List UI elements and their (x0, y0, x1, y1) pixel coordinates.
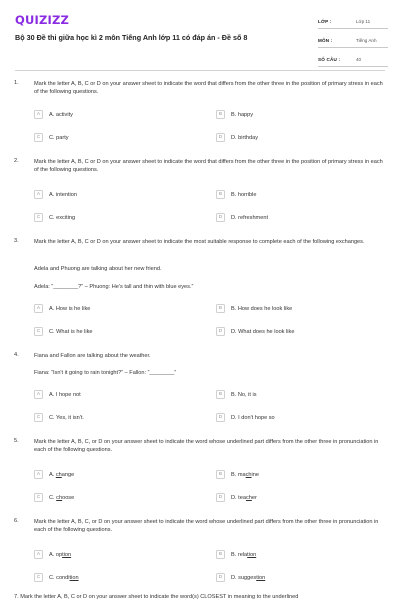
option-text-main: D. refreshment (231, 214, 268, 221)
option-underlined-part: tion (247, 551, 257, 558)
option-underlined-part: tion (69, 574, 79, 581)
option-text (49, 495, 74, 501)
option-letter-box[interactable]: A (34, 470, 43, 479)
answer-option-b[interactable] (216, 304, 292, 313)
question-number: 4. (14, 352, 19, 358)
option-underlined-part: ch (55, 471, 62, 478)
option-text (49, 112, 73, 118)
option-letter-box[interactable]: B (216, 304, 225, 313)
option-text (231, 552, 256, 558)
option-text (231, 112, 253, 118)
meta-label: MÔN : (318, 37, 333, 43)
meta-value: Tiếng Anh (356, 37, 377, 43)
option-text (231, 329, 294, 335)
question-number: 3. (14, 238, 19, 244)
option-text (231, 392, 257, 398)
question-number: 2. (14, 158, 19, 164)
option-text-main: C. party (49, 134, 69, 141)
answer-option-d[interactable] (216, 133, 258, 142)
option-letter-box[interactable]: A (34, 550, 43, 559)
option-text-main: A. op (49, 551, 63, 558)
option-text-main: B. How does he look like (231, 305, 293, 312)
answer-option-c[interactable] (34, 413, 84, 422)
option-letter-box[interactable]: B (216, 470, 225, 479)
worksheet-header (0, 0, 400, 68)
answer-option-a[interactable] (34, 304, 90, 313)
cutoff-question-text: 7. Mark the letter A, B, C or D on your answer sheet to indicate the word(s) CLOSEST in meaning to the underlined (14, 594, 299, 600)
option-letter-box[interactable]: B (216, 390, 225, 399)
answer-option-d[interactable] (216, 573, 265, 582)
option-letter-box[interactable]: C (34, 413, 43, 422)
document-title: Bộ 30 Đề thi giữa học kì 2 môn Tiếng Anh lớp 11 có đáp án - Đề số 8 (15, 33, 248, 42)
answer-option-a[interactable] (34, 390, 81, 399)
option-text-main: A. activity (49, 111, 73, 118)
option-letter-box[interactable]: D (216, 413, 225, 422)
answer-option-c[interactable] (34, 133, 69, 142)
option-text (231, 472, 259, 478)
option-text (49, 192, 77, 198)
question-number: 5. (14, 438, 19, 444)
option-text-main: B. rela (231, 551, 248, 558)
option-text-main: B. No, it is (231, 391, 257, 398)
answer-option-b[interactable] (216, 470, 259, 479)
option-text (49, 472, 74, 478)
option-text-main: C. Yes, it isn't. (49, 414, 84, 421)
option-text-main: A. How is he like (49, 305, 91, 312)
meta-label: LỚP : (318, 18, 332, 24)
question-text: Mark the letter A, B, C or D on your answer sheet to indicate the most suitable response to complete each of the following exchanges. (34, 239, 365, 245)
answer-option-c[interactable] (34, 573, 79, 582)
answer-option-a[interactable] (34, 190, 77, 199)
answer-option-c[interactable] (34, 213, 75, 222)
option-text-main: B. ma (231, 471, 246, 478)
option-text-main: C. condi (49, 574, 70, 581)
option-letter-box[interactable]: C (34, 493, 43, 502)
question-text: Mark the letter A, B, C, or D on your answer sheet to indicate the word whose underlined part differs from the other three in pronunciation in each of the following questions. (34, 519, 379, 534)
meta-label: SỐ CÂU : (318, 56, 341, 62)
option-letter-box[interactable]: D (216, 493, 225, 502)
option-text (231, 135, 258, 141)
answer-option-d[interactable] (216, 493, 257, 502)
question-number: 1. (14, 80, 19, 86)
option-text (49, 135, 69, 141)
option-letter-box[interactable]: A (34, 110, 43, 119)
option-letter-box[interactable]: A (34, 190, 43, 199)
meta-info (318, 14, 388, 71)
option-underlined-part: tion (62, 551, 72, 558)
option-text-main: A. (49, 471, 56, 478)
option-text-main: D. What does he look like (231, 328, 295, 335)
option-text (231, 495, 257, 501)
header-divider (15, 70, 385, 71)
option-text-main: D. birthday (231, 134, 259, 141)
option-text (49, 215, 75, 221)
option-letter-box[interactable]: C (34, 327, 43, 336)
answer-option-c[interactable] (34, 493, 74, 502)
option-text (49, 552, 71, 558)
answer-option-a[interactable] (34, 470, 74, 479)
option-text (231, 575, 265, 581)
answer-option-d[interactable] (216, 413, 275, 422)
option-letter-box[interactable]: D (216, 327, 225, 336)
option-letter-box[interactable]: D (216, 133, 225, 142)
option-underlined-part: ch (245, 494, 252, 501)
option-letter-box[interactable]: D (216, 213, 225, 222)
option-text (49, 392, 81, 398)
question-text: Fiana and Fallon are talking about the weather. (34, 353, 151, 359)
option-text-main: C. What is he like (49, 328, 93, 335)
option-letter-box[interactable]: A (34, 390, 43, 399)
option-underlined-part: tion (256, 574, 266, 581)
option-text-rest: ine (251, 471, 260, 478)
answer-option-a[interactable] (34, 550, 71, 559)
question-context-line: Adela: “________?” – Phuong: He's tall and thin with blue eyes.” (34, 284, 194, 290)
option-text (49, 575, 79, 581)
meta-row-grade (318, 14, 388, 29)
answer-option-d[interactable] (216, 213, 268, 222)
question-number: 6. (14, 518, 19, 524)
meta-value: 40 (356, 56, 362, 62)
answer-option-d[interactable] (216, 327, 294, 336)
option-text (49, 306, 90, 312)
option-text (231, 215, 268, 221)
quizizz-logo: QUIZIZZ (15, 13, 70, 27)
option-text (49, 415, 84, 421)
question-text: Mark the letter A, B, C or D on your answer sheet to indicate the word that differs from the other three in the position of primary stress in each of the following questions. (34, 81, 383, 96)
option-letter-box[interactable]: D (216, 573, 225, 582)
question-text: Mark the letter A, B, C, or D on your answer sheet to indicate the word whose underlined part differs from the other three in pronunciation in each of the following questions. (34, 439, 379, 454)
option-text-main: A. I hope not (49, 391, 81, 398)
option-letter-box[interactable]: B (216, 110, 225, 119)
option-letter-box[interactable]: C (34, 213, 43, 222)
option-text-main: A. intention (49, 191, 77, 198)
option-underlined-part: ch (56, 494, 63, 501)
option-text-main: C. (49, 494, 57, 501)
meta-row-question-count (318, 52, 388, 67)
option-text (49, 329, 93, 335)
option-text-main: B. happy (231, 111, 254, 118)
option-text (231, 306, 292, 312)
meta-row-subject (318, 33, 388, 48)
option-text-main: D. I don't hope so (231, 414, 275, 421)
option-letter-box[interactable]: C (34, 133, 43, 142)
option-text-rest: er (251, 494, 257, 501)
option-letter-box[interactable]: A (34, 304, 43, 313)
question-context-line: Adela and Phuong are talking about her new friend. (34, 266, 162, 272)
meta-value: Lớp 11 (356, 18, 371, 24)
option-text-main: C. exciting (49, 214, 76, 221)
option-letter-box[interactable]: B (216, 190, 225, 199)
question-text: Mark the letter A, B, C or D on your answer sheet to indicate the word that differs from the other three in the position of primary stress in each of the following questions. (34, 159, 383, 174)
answer-option-a[interactable] (34, 110, 73, 119)
option-text (231, 192, 257, 198)
answer-option-b[interactable] (216, 110, 253, 119)
question-context-line: Fiana: “Isn't it going to rain tonight?” – Fallon: “________” (34, 370, 177, 376)
option-text-main: B. horrible (231, 191, 257, 198)
answer-option-b[interactable] (216, 390, 257, 399)
option-text-rest: oose (62, 494, 75, 501)
answer-option-b[interactable] (216, 190, 257, 199)
option-text-main: D. sugges (231, 574, 257, 581)
option-underlined-part: ch (245, 471, 252, 478)
option-text-rest: ange (61, 471, 75, 478)
option-letter-box[interactable]: B (216, 550, 225, 559)
answer-option-c[interactable] (34, 327, 93, 336)
answer-option-b[interactable] (216, 550, 256, 559)
option-text (231, 415, 275, 421)
option-text-main: D. tea (231, 494, 246, 501)
option-letter-box[interactable]: C (34, 573, 43, 582)
